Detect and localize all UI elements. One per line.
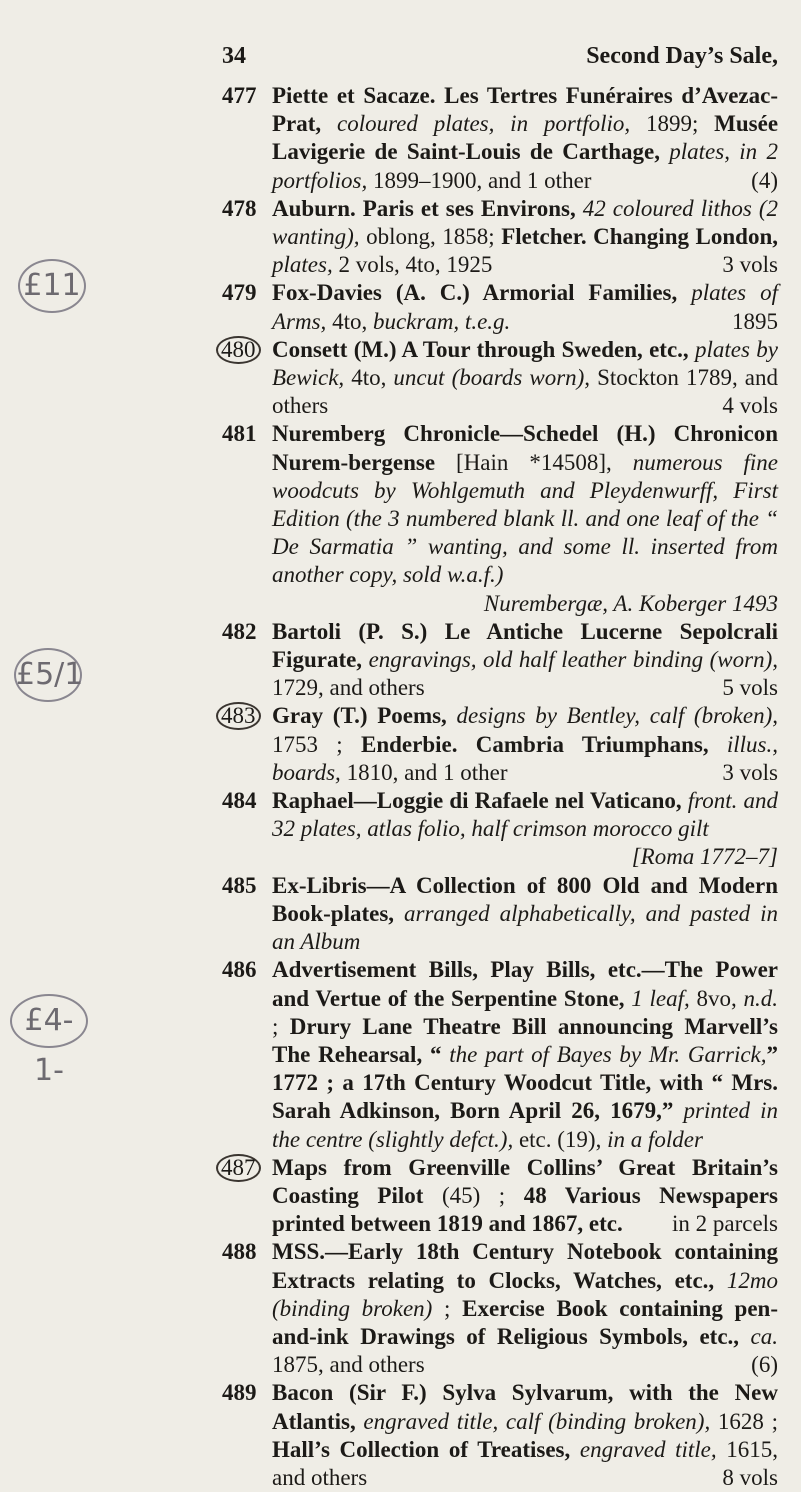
lot-description xyxy=(272,1154,778,1239)
lot-entry xyxy=(222,872,778,957)
lot-number-text: 485 xyxy=(222,872,257,898)
lot-quantity: 3 vols xyxy=(722,759,778,785)
lot-text-run: 8vo, xyxy=(696,985,744,1011)
lot-text-run: plates of Arms, xyxy=(272,280,778,334)
lot-entry xyxy=(222,1379,778,1492)
lot-text-run: Raphael—Loggie di Rafaele nel Vaticano, xyxy=(272,788,688,814)
lot-description xyxy=(272,279,778,335)
lot-entry xyxy=(222,618,778,703)
lot-text-run: designs by Bentley, calf (broken), xyxy=(456,703,779,729)
lot-quantity: Nurembergæ, A. Koberger 1493 xyxy=(483,590,778,616)
lot-text-run: etc. (19), xyxy=(518,1126,608,1152)
lot-description xyxy=(272,420,778,617)
lot-number xyxy=(222,420,272,617)
lot-text-run: Consett (M.) A Tour through Sweden, etc., xyxy=(272,336,696,362)
lot-text-run: oblong, 1858; xyxy=(366,224,502,250)
lot-quantity: [Roma 1772–7] xyxy=(631,844,778,870)
lot-text-run: numerous fine woodcuts by Wohlgemuth and Pleydenwurff, First Edition (the 3 numbered blank ll. and one leaf of the “ De Sarmatia ” wanting, and some ll. inserted from another copy, sold w.a.f.) xyxy=(272,449,778,588)
lot-text-run: engraved title, calf (binding broken), xyxy=(363,1408,718,1434)
lot-number xyxy=(222,618,272,703)
lot-number-text: 479 xyxy=(222,280,257,306)
lot-text-run: 1729, and others xyxy=(272,675,425,701)
lot-number-text: 486 xyxy=(222,957,257,983)
lot-text-run: 1810, and 1 other xyxy=(346,759,508,785)
lot-number xyxy=(222,336,272,421)
lot-text-run: Maps from Greenville Collins’ Great Britain’s Coasting Pilot xyxy=(272,1154,778,1208)
lot-description xyxy=(272,1379,778,1492)
lot-entry xyxy=(222,702,778,787)
page-number: 34 xyxy=(222,43,246,69)
lot-text-run: Exercise Book containing pen-and-ink Drawings of Religious Symbols, etc., xyxy=(272,1295,778,1349)
lot-text-run: [Hain *14508], xyxy=(456,449,633,475)
lot-number xyxy=(222,195,272,280)
lot-text-run: ; xyxy=(272,1013,290,1039)
lot-text-run: Auburn. Paris et ses Environs, xyxy=(272,195,583,221)
lot-text-run: 48 Various Newspapers printed between 1819 and 1867, etc. xyxy=(272,1182,778,1237)
lot-description xyxy=(272,336,778,421)
lot-text-run: 4to, xyxy=(351,365,394,391)
lot-text-run: MSS.—Early 18th Century Notebook containing Extracts relating to Clocks, Watches, etc., xyxy=(272,1239,778,1293)
lot-text-run: Bacon (Sir F.) Sylva Sylvarum, with the New Atlantis, xyxy=(272,1380,778,1434)
lot-text-run: in a folder xyxy=(607,1126,703,1152)
lot-description xyxy=(272,618,778,703)
lot-entry xyxy=(222,420,778,617)
lot-text-run: Piette et Sacaze. Les Tertres Funéraires d’Avezac-Prat, xyxy=(272,83,778,137)
lot-text-run: illus., boards, xyxy=(272,731,779,785)
lot-text-run: 1899; xyxy=(645,111,715,137)
lot-text-run: Fletcher. Changing London, xyxy=(501,224,778,250)
lot-number-text: 478 xyxy=(222,195,257,221)
lot-entry xyxy=(222,279,778,335)
lot-text-run: 1899–1900, and 1 other xyxy=(372,167,592,193)
lot-text-run: plates by Bewick, xyxy=(272,336,778,391)
lot-text-run: Enderbie. Cambria Triumphans, xyxy=(361,731,727,757)
lot-number xyxy=(222,702,272,787)
lot-description xyxy=(272,872,778,957)
lot-text-run: 42 coloured lithos (2 wanting), xyxy=(272,195,779,250)
lot-number xyxy=(222,956,272,1153)
lot-number-text: 477 xyxy=(222,83,257,108)
lot-text-run: 1 leaf, xyxy=(631,985,697,1011)
lot-text-run: ” 1772 ; a 17th Century Woodcut Title, with “ Mrs. Sarah Adkinson, Born April 26, 1679,” xyxy=(272,1041,778,1124)
lot-number-text: 481 xyxy=(222,421,257,447)
lot-quantity: 3 vols xyxy=(722,252,778,278)
lot-text-run: plates, xyxy=(272,252,339,278)
lot-entry xyxy=(222,956,778,1153)
lot-text-run: ; xyxy=(444,1295,463,1321)
lot-number-circled: 487 xyxy=(216,1154,261,1182)
lot-entry xyxy=(222,1154,778,1239)
lot-text-run: Stockton 1789, and others xyxy=(272,365,778,419)
margin-note-2: £5/1 xyxy=(14,648,82,702)
lot-text-run: arranged alphabetically, and pasted in an Album xyxy=(272,900,778,955)
lot-description xyxy=(272,195,778,280)
lot-text-run: 1615, and others xyxy=(272,1436,778,1490)
lot-number-text: 488 xyxy=(222,1239,257,1265)
lot-text-run: (45) ; xyxy=(441,1182,524,1208)
lot-text-run: front. and 32 plates, atlas folio, half crimson morocco gilt xyxy=(272,788,778,842)
lot-text-run: uncut (boards worn), xyxy=(393,365,598,391)
lot-text-run: printed in the centre (slightly defct.), xyxy=(272,1098,778,1152)
lot-entry xyxy=(222,82,778,195)
lot-quantity: (6) xyxy=(751,1352,778,1378)
lot-text-run: the part of Bayes by Mr. Garrick, xyxy=(449,1041,767,1067)
lot-text-run: plates, in 2 portfolios, xyxy=(272,139,778,193)
lot-text-run: 1753 ; xyxy=(272,731,361,757)
lot-text-run: 12mo (binding broken) xyxy=(272,1267,778,1321)
lot-number-text: 484 xyxy=(222,788,257,814)
lot-quantity: in 2 parcels xyxy=(671,1211,778,1237)
lot-text-run: Musée Lavigerie de Saint-Louis de Carthage, xyxy=(272,111,779,165)
lot-quantity: 4 vols xyxy=(722,393,778,419)
margin-note-3: £4-1- xyxy=(10,994,88,1048)
lot-text-run: Hall’s Collection of Treatises, xyxy=(272,1436,580,1462)
lot-quantity: (4) xyxy=(751,167,778,193)
lot-number xyxy=(222,787,272,872)
lot-number xyxy=(222,872,272,957)
lot-description xyxy=(272,956,778,1153)
lot-number xyxy=(222,82,272,195)
lot-text-run: Bartoli (P. S.) Le Antiche Lucerne Sepolcrali Figurate, xyxy=(272,618,778,673)
lot-list xyxy=(222,82,778,1492)
lot-number xyxy=(222,1154,272,1239)
lot-description xyxy=(272,702,778,787)
lot-quantity: 1895 xyxy=(732,308,778,334)
running-title: Second Day’s Sale, xyxy=(586,43,778,69)
lot-text-run: engraved title, xyxy=(579,1436,727,1462)
lot-entry xyxy=(222,336,778,421)
lot-quantity: 8 vols xyxy=(722,1464,778,1490)
lot-text-run: Nuremberg Chronicle—Schedel (H.) Chronicon Nurem-bergense xyxy=(272,421,778,475)
lot-text-run: Ex-Libris—A Collection of 800 Old and Modern Book-plates, xyxy=(272,872,778,926)
lot-text-run: Drury Lane Theatre Bill announcing Marvell’s The Rehearsal, “ xyxy=(272,1013,778,1067)
lot-text-run: 2 vols, 4to, 1925 xyxy=(338,252,493,278)
lot-number-text: 482 xyxy=(222,618,257,644)
lot-number-circled: 483 xyxy=(216,702,261,730)
lot-number xyxy=(222,1379,272,1492)
lot-text-run: 1628 ; xyxy=(717,1408,779,1434)
lot-text-run: Fox-Davies (A. C.) Armorial Families, xyxy=(272,280,692,306)
lot-text-run: 1875, and others xyxy=(272,1352,425,1378)
lot-entry xyxy=(222,195,778,280)
lot-text-run: coloured plates, in portfolio, xyxy=(336,111,646,137)
lot-quantity: 5 vols xyxy=(722,675,778,701)
lot-text-run: Advertisement Bills, Play Bills, etc.—The Power and Vertue of the Serpentine Stone, xyxy=(272,957,778,1011)
lot-description xyxy=(272,787,778,872)
lot-number xyxy=(222,279,272,335)
lot-text-run: Gray (T.) Poems, xyxy=(272,703,457,729)
lot-entry xyxy=(222,787,778,872)
lot-text-run: ca. xyxy=(750,1323,778,1349)
lot-text-run: buckram, t.e.g. xyxy=(372,308,511,334)
lot-number-circled: 480 xyxy=(216,336,261,364)
lot-text-run: 4to, xyxy=(332,308,373,334)
margin-note-1: £11 xyxy=(18,259,86,313)
lot-text-run: engravings, old half leather binding (worn), xyxy=(368,647,778,673)
lot-text-run: n.d. xyxy=(743,985,779,1011)
lot-description xyxy=(272,82,778,195)
lot-number-text: 489 xyxy=(222,1380,257,1406)
